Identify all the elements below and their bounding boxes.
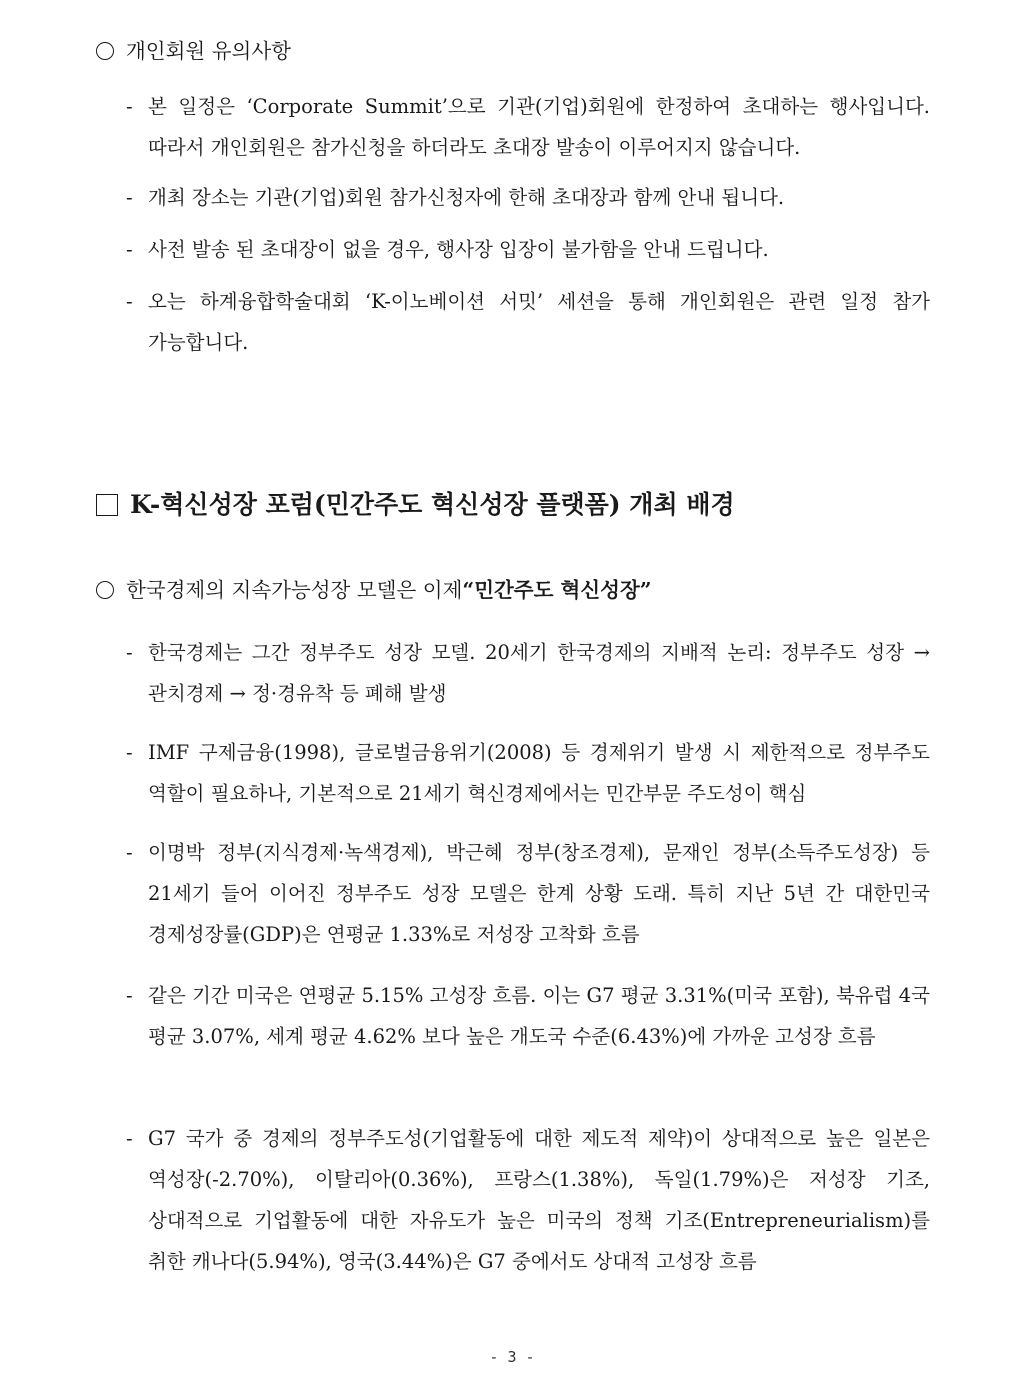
list-item-text: G7 국가 중 경제의 정부주도성(기업활동에 대한 제도적 제약)이 상대적으로 높은 일본은 역성장(-2.70%), 이탈리아(0.36%), 프랑스(1.38%), 독일(1.79%)은 저성장 기조, 상대적으로 기업활동에 대한 자유도가 높은 미국의 정책 기조(Entrepreneurialism)를 취한 캐나다(5.94%), 영국(3.44%)은 G7 중에서도 상대적 고성장 흐름 (148, 1127, 930, 1273)
dash-bullet-icon: - (126, 841, 133, 864)
section-heading-individual-members (96, 36, 291, 66)
section-heading-text: 개인회원 유의사항 (126, 39, 291, 63)
sub-heading-emphasis: “민간주도 혁신성장” (462, 578, 652, 602)
dash-bullet-icon: - (126, 741, 133, 764)
list-item (126, 632, 930, 714)
list-item (126, 732, 930, 814)
section-title-text: K-혁신성장 포럼(민간주도 혁신성장 플랫폼) 개최 배경 (130, 490, 735, 519)
list-item (126, 975, 930, 1057)
dash-bullet-icon: - (126, 984, 133, 1007)
list-item (126, 832, 930, 955)
section-title-forum-background (96, 488, 735, 522)
sub-heading-text: 한국경제의 지속가능성장 모델은 이제 (126, 578, 463, 602)
dash-bullet-icon: - (126, 95, 133, 118)
dash-bullet-icon: - (126, 238, 133, 261)
list-item-text: 개최 장소는 기관(기업)회원 참가신청자에 한해 초대장과 함께 안내 됩니다. (148, 186, 785, 209)
list-item-text: IMF 구제금융(1998), 글로벌금융위기(2008) 등 경제위기 발생 시 제한적으로 정부주도 역할이 필요하나, 기본적으로 21세기 혁신경제에서는 민간부문 주도성이 핵심 (148, 741, 930, 805)
list-item (126, 1118, 930, 1282)
list-item-text: 한국경제는 그간 정부주도 성장 모델. 20세기 한국경제의 지배적 논리: 정부주도 성장 → 관치경제 → 정·경유착 등 폐해 발생 (148, 641, 930, 705)
list-item (126, 229, 930, 270)
circle-bullet-icon (96, 42, 114, 60)
list-item-text: 같은 기간 미국은 연평균 5.15% 고성장 흐름. 이는 G7 평균 3.31%(미국 포함), 북유럽 4국 평균 3.07%, 세계 평균 4.62% 보다 높은 개도국 수준(6.43%)에 가까운 고성장 흐름 (148, 984, 930, 1048)
list-item-text: 오는 하계융합학술대회 ‘K-이노베이션 서밋’ 세션을 통해 개인회원은 관련 일정 참가 가능합니다. (148, 290, 930, 354)
dash-bullet-icon: - (126, 290, 133, 313)
sub-heading-private-led-growth (96, 575, 652, 605)
list-item (126, 86, 930, 168)
dash-bullet-icon: - (126, 186, 133, 209)
list-item-text: 이명박 정부(지식경제·녹색경제), 박근혜 정부(창조경제), 문재인 정부(소득주도성장) 등 21세기 들어 이어진 정부주도 성장 모델은 한계 상황 도래. 특히 지난 5년 간 대한민국 경제성장률(GDP)은 연평균 1.33%로 저성장 고착화 흐름 (148, 841, 930, 946)
list-item (126, 177, 930, 218)
dash-bullet-icon: - (126, 1127, 133, 1150)
list-item-text: 본 일정은 ‘Corporate Summit’으로 기관(기업)회원에 한정하여 초대하는 행사입니다. 따라서 개인회원은 참가신청을 하더라도 초대장 발송이 이루어지지 않습니다. (148, 95, 930, 159)
square-bullet-icon (96, 494, 118, 516)
list-item-text: 사전 발송 된 초대장이 없을 경우, 행사장 입장이 불가함을 안내 드립니다. (148, 238, 769, 261)
list-item (126, 281, 930, 363)
page-number: - 3 - (489, 1348, 535, 1366)
circle-bullet-icon (96, 581, 114, 599)
dash-bullet-icon: - (126, 641, 133, 664)
